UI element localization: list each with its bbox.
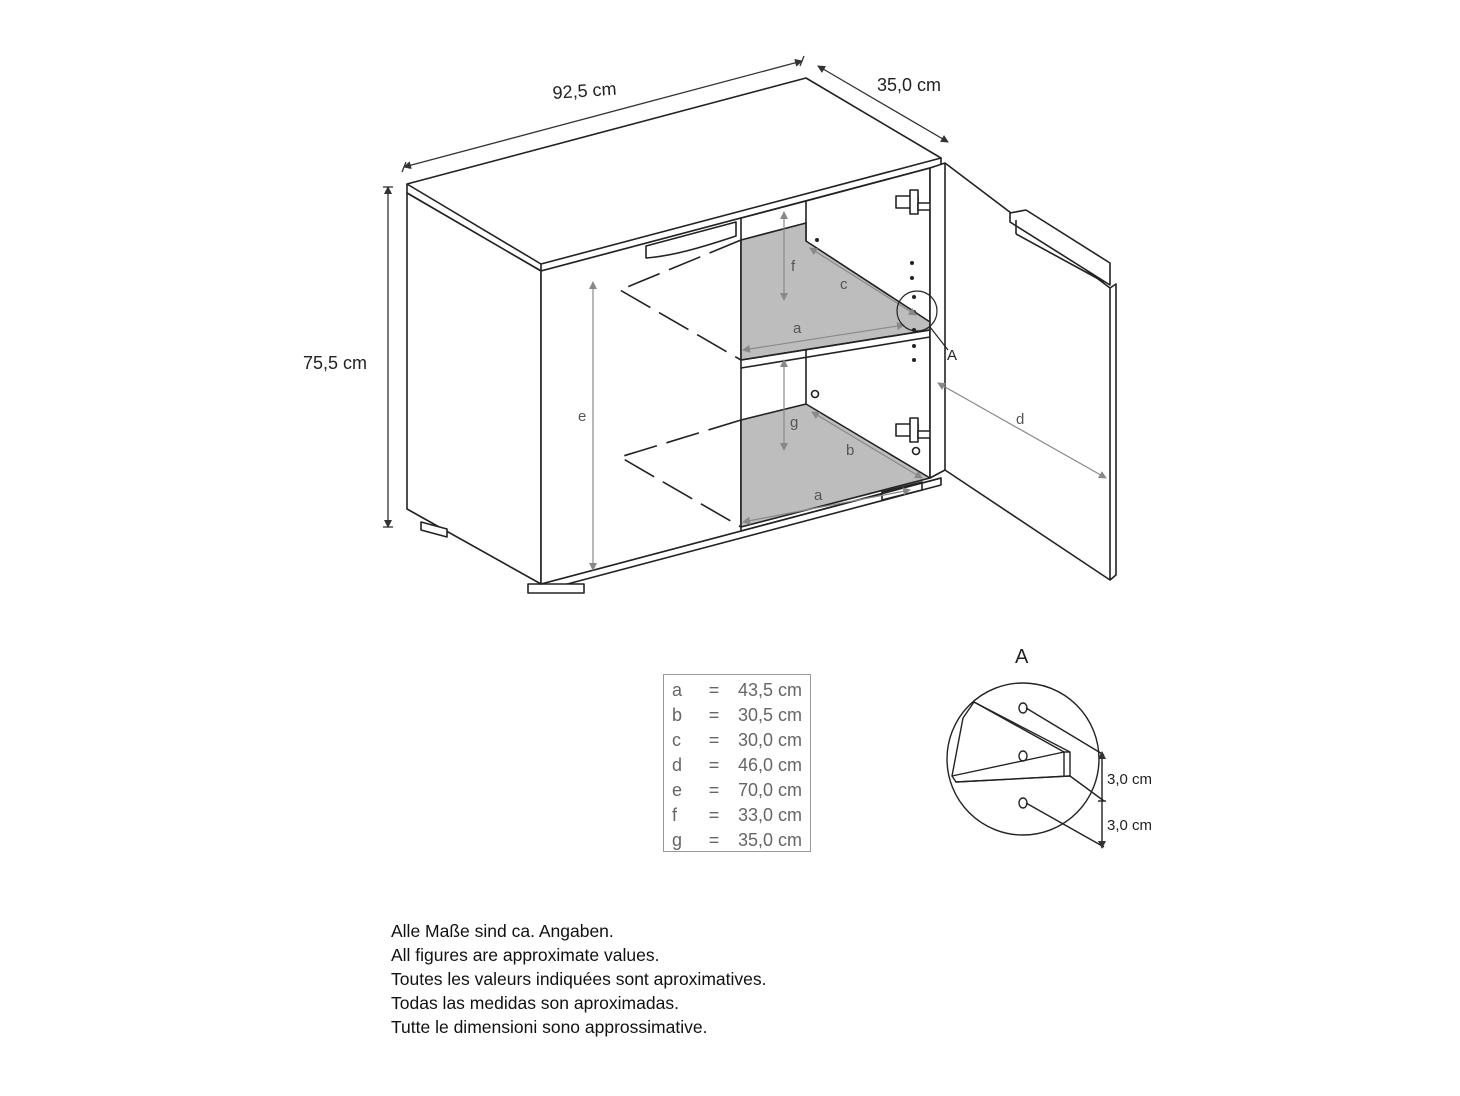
legend-equals: = [708, 755, 720, 775]
legend-key: e [672, 780, 683, 800]
foot-front-left [528, 584, 584, 593]
depth-label: 35,0 cm [877, 75, 942, 95]
width-label: 92,5 cm [551, 78, 618, 103]
legend-equals: = [708, 730, 720, 750]
legend-value: 35,0 cm [737, 830, 802, 850]
legend-equals: = [708, 780, 720, 800]
legend-key: b [672, 705, 683, 725]
legend-value: 70,0 cm [737, 780, 802, 800]
legend-key: a [672, 680, 683, 700]
legend-equals: = [708, 680, 720, 700]
detail-view [947, 683, 1106, 848]
note-line: All figures are approximate values. [391, 945, 660, 965]
legend-value: 30,0 cm [737, 730, 802, 750]
height-label: 75,5 cm [303, 353, 368, 373]
legend-key: c [672, 730, 681, 750]
label-a-lower: a [814, 487, 823, 504]
detail-spacing-1: 3,0 cm [1107, 771, 1153, 788]
label-a-upper: a [793, 320, 802, 337]
legend-value: 46,0 cm [737, 755, 802, 775]
detail-marker-label: A [947, 347, 958, 364]
legend-row [664, 678, 810, 703]
detail-spacing-2: 3,0 cm [1107, 817, 1153, 834]
legend-key: f [672, 805, 678, 825]
legend-row [664, 828, 810, 853]
legend-value: 30,5 cm [737, 705, 802, 725]
legend-row [664, 778, 810, 803]
note-line: Toutes les valeurs indiquées sont aproximatives. [391, 969, 767, 989]
legend-key: d [672, 755, 683, 775]
note-line: Tutte le dimensioni sono approssimative. [391, 1017, 708, 1037]
legend-equals: = [708, 805, 720, 825]
label-e: e [578, 408, 587, 425]
detail-title: A [1015, 646, 1029, 668]
legend-row [664, 703, 810, 728]
legend-value: 43,5 cm [737, 680, 802, 700]
approximation-notes [391, 919, 766, 1039]
legend-value: 33,0 cm [737, 805, 802, 825]
legend-equals: = [708, 705, 720, 725]
legend-row [664, 728, 810, 753]
legend-key: g [672, 830, 683, 850]
middle-shelf [741, 223, 930, 360]
label-b: b [846, 442, 855, 459]
left-door [541, 218, 741, 584]
label-c: c [840, 276, 848, 293]
label-d: d [1016, 411, 1025, 428]
legend-row [664, 803, 810, 828]
legend-equals: = [708, 830, 720, 850]
legend-row [664, 753, 810, 778]
label-f: f [791, 258, 796, 275]
dimension-legend [663, 674, 811, 852]
note-line: Todas las medidas son aproximadas. [391, 993, 679, 1013]
cabinet [407, 78, 1116, 593]
label-g: g [790, 414, 799, 431]
note-line: Alle Maße sind ca. Angaben. [391, 921, 614, 941]
